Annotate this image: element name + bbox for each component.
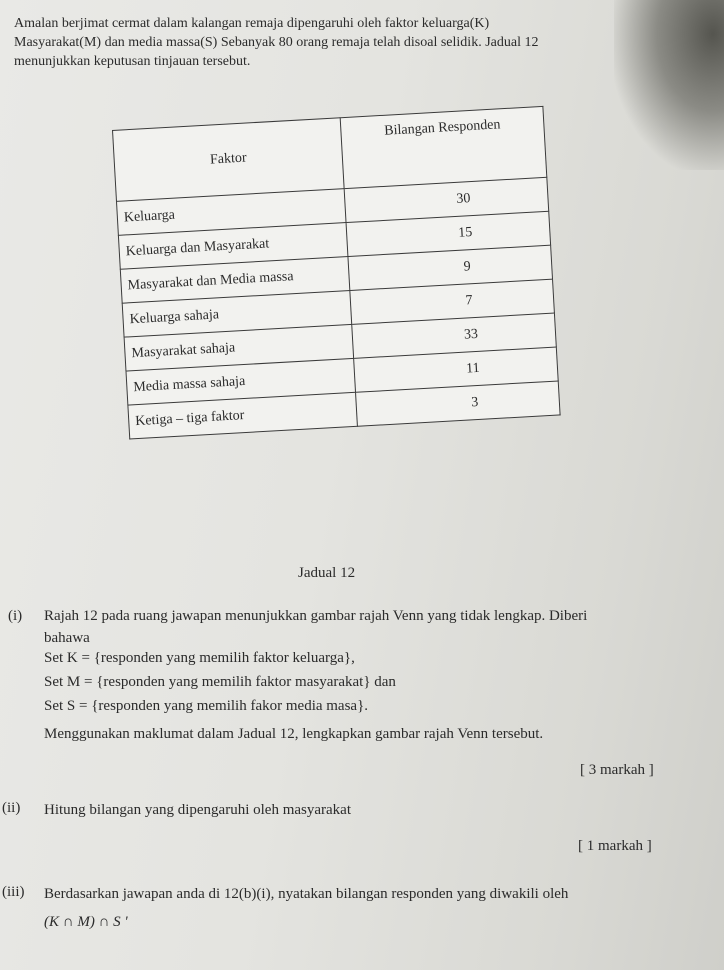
question-1-instruction: Menggunakan maklumat dalam Jadual 12, lengkapkan gambar rajah Venn tersebut.: [44, 726, 544, 742]
table-cell-count: 15: [346, 211, 551, 256]
table-header-count: Bilangan Responden: [340, 106, 547, 188]
table-cell-count: 7: [350, 279, 555, 324]
table-caption: Jadual 12: [298, 565, 356, 581]
intro-line-2: Masyarakat(M) dan media massa(S) Sebanyak 80 orang remaja telah disoal selidik. Jadual 12: [14, 35, 539, 50]
table-cell-factor: Masyarakat sahaja: [124, 324, 354, 371]
table-cell-factor: Keluarga dan Masyarakat: [118, 223, 348, 270]
table-cell-count: 9: [348, 245, 553, 290]
survey-table: [112, 106, 561, 440]
table-cell-count: 33: [352, 313, 557, 358]
question-3-number: (iii): [2, 884, 25, 900]
table-cell-factor: Masyarakat dan Media massa: [120, 257, 350, 304]
intro-line-3: menunjukkan keputusan tinjauan tersebut.: [14, 54, 251, 69]
table-cell-count: 3: [356, 381, 561, 426]
intro-paragraph: [14, 14, 634, 71]
question-3-line-1: Berdasarkan jawapan anda di 12(b)(i), nyatakan bilangan responden yang diwakili oleh: [44, 886, 569, 902]
question-1-set-m: Set M = {responden yang memilih faktor masyarakat} dan: [44, 674, 396, 690]
table-cell-factor: Keluarga sahaja: [122, 290, 352, 337]
question-3-expression: (K ∩ M) ∩ S ': [44, 914, 128, 930]
table-cell-count: 30: [344, 177, 549, 222]
question-1-set-k: Set K = {responden yang memilih faktor keluarga},: [44, 650, 355, 666]
table-cell-factor: Media massa sahaja: [126, 358, 356, 405]
question-2-text: Hitung bilangan yang dipengaruhi oleh masyarakat: [44, 802, 351, 818]
question-2-number: (ii): [2, 800, 21, 816]
question-1-line-1: Rajah 12 pada ruang jawapan menunjukkan gambar rajah Venn yang tidak lengkap. Diberi: [44, 608, 588, 624]
intro-line-1: Amalan berjimat cermat dalam kalangan remaja dipengaruhi oleh faktor keluarga(K): [14, 16, 490, 31]
table-header-factor: Faktor: [113, 118, 345, 202]
question-1-set-s: Set S = {responden yang memilih fakor media masa}.: [44, 698, 369, 714]
question-1-number: (i): [8, 608, 23, 624]
table-cell-factor: Ketiga – tiga faktor: [128, 392, 358, 439]
table-cell-factor: Keluarga: [116, 189, 346, 236]
question-1-marks: [ 3 markah ]: [580, 762, 654, 778]
question-1-line-2: bahawa: [44, 630, 90, 646]
table-cell-count: 11: [354, 347, 559, 392]
question-2-marks: [ 1 markah ]: [578, 838, 652, 854]
